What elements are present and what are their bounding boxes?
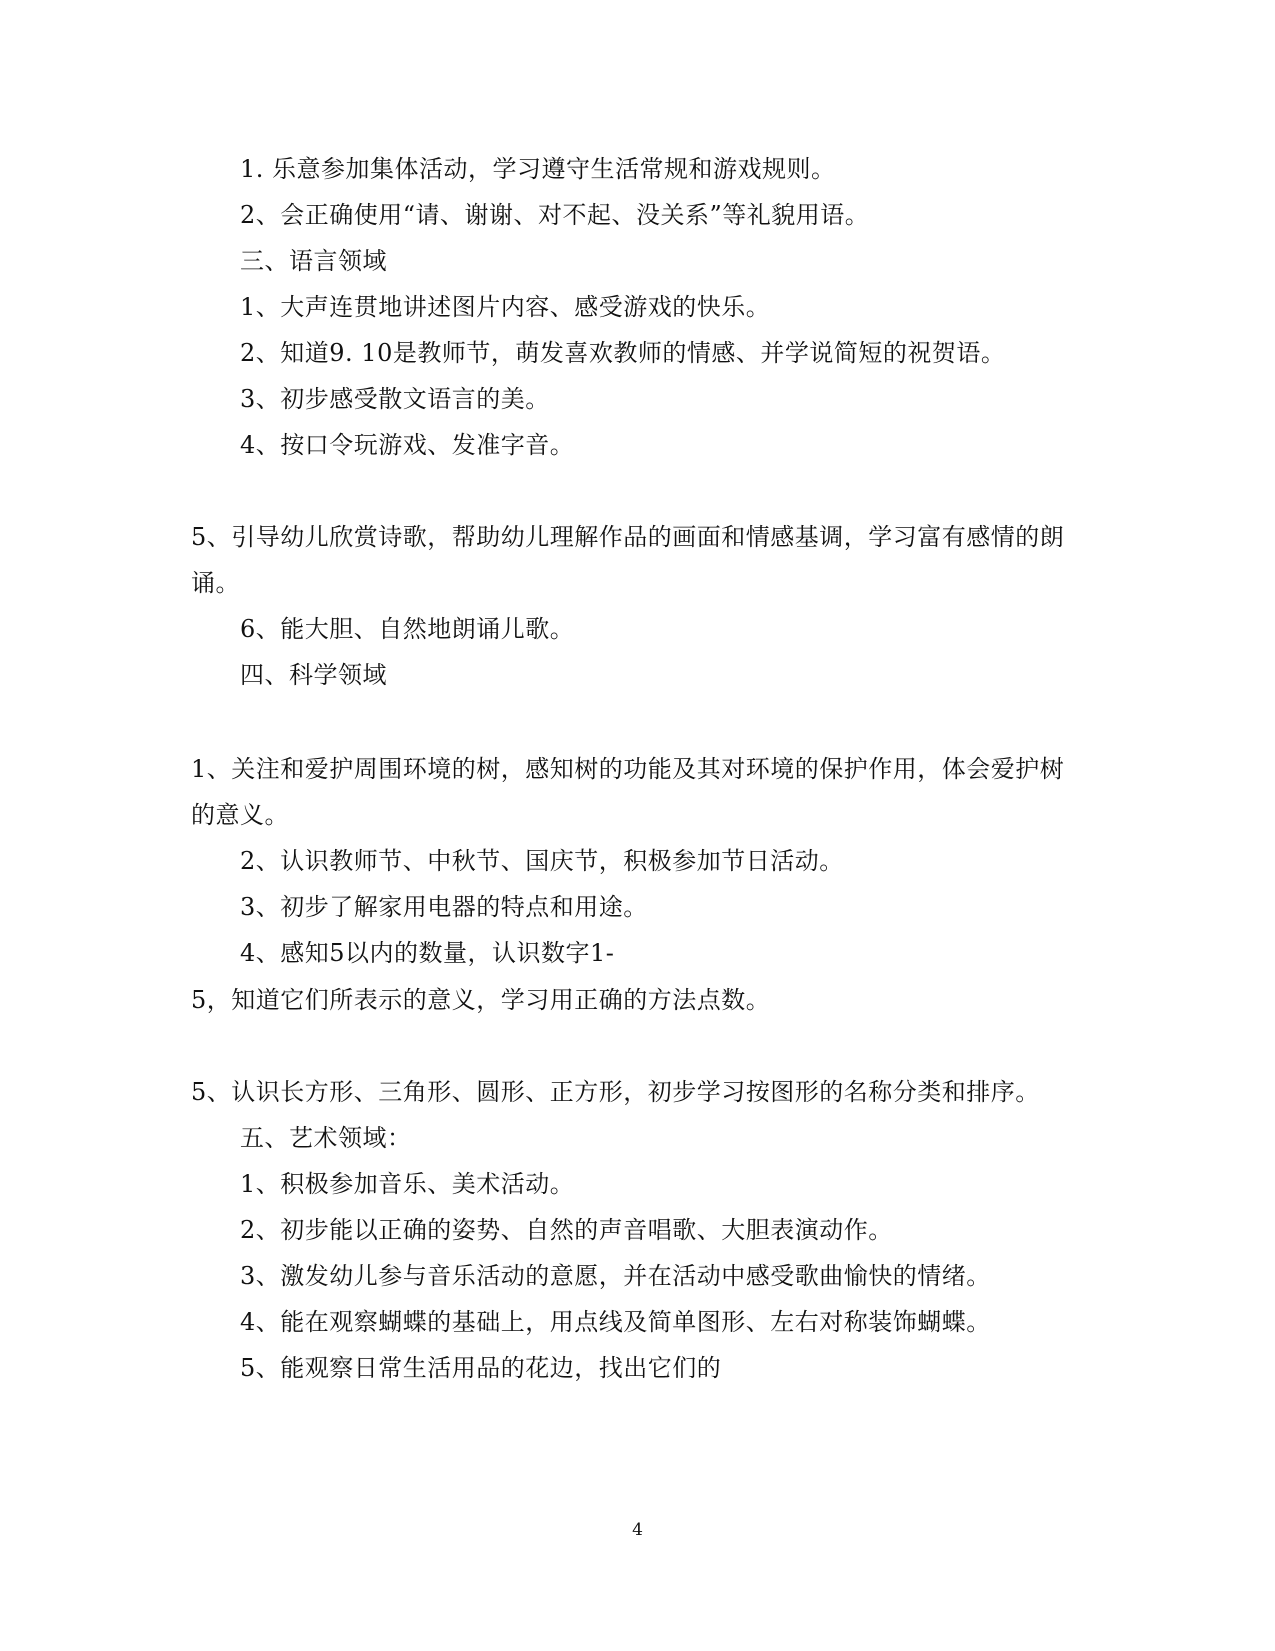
language-goal-2: 2、知道9. 10是教师节，萌发喜欢教师的情感、并学说简短的祝贺语。 (240, 339, 1006, 367)
language-goal-5-cont: 诵。 (191, 569, 240, 597)
science-goal-2: 2、认识教师节、中秋节、国庆节，积极参加节日活动。 (240, 847, 844, 875)
language-goal-3: 3、初步感受散文语言的美。 (240, 385, 550, 413)
social-goal-2: 2、会正确使用“请、谢谢、对不起、没关系”等礼貌用语。 (240, 201, 870, 229)
art-goal-2: 2、初步能以正确的姿势、自然的声音唱歌、大胆表演动作。 (240, 1216, 893, 1244)
section-heading-science: 四、科学领域 (240, 661, 387, 689)
art-goal-1: 1、积极参加音乐、美术活动。 (240, 1170, 575, 1198)
section-heading-art: 五、艺术领域： (240, 1124, 412, 1152)
language-goal-4: 4、按口令玩游戏、发准字音。 (240, 431, 575, 459)
art-goal-4: 4、能在观察蝴蝶的基础上，用点线及简单图形、左右对称装饰蝴蝶。 (240, 1308, 991, 1336)
language-goal-1: 1、大声连贯地讲述图片内容、感受游戏的快乐。 (240, 293, 771, 321)
language-goal-5: 5、引导幼儿欣赏诗歌，帮助幼儿理解作品的画面和情感基调，学习富有感情的朗 (191, 523, 1065, 551)
science-goal-1-cont: 的意义。 (191, 801, 289, 829)
art-goal-3: 3、激发幼儿参与音乐活动的意愿，并在活动中感受歌曲愉快的情绪。 (240, 1262, 991, 1290)
language-goal-6: 6、能大胆、自然地朗诵儿歌。 (240, 615, 575, 643)
science-goal-5: 5、认识长方形、三角形、圆形、正方形，初步学习按图形的名称分类和排序。 (191, 1078, 1040, 1106)
art-goal-5: 5、能观察日常生活用品的花边，找出它们的 (240, 1354, 722, 1382)
section-heading-language: 三、语言领域 (240, 247, 387, 275)
page-number: 4 (632, 1520, 643, 1540)
science-goal-4-cont: 5，知道它们所表示的意义，学习用正确的方法点数。 (191, 986, 771, 1014)
science-goal-3: 3、初步了解家用电器的特点和用途。 (240, 893, 648, 921)
science-goal-1: 1、关注和爱护周围环境的树，感知树的功能及其对环境的保护作用，体会爱护树 (191, 755, 1065, 783)
social-goal-1: 1. 乐意参加集体活动，学习遵守生活常规和游戏规则。 (240, 155, 836, 183)
science-goal-4: 4、感知5以内的数量，认识数字1- (240, 939, 615, 967)
